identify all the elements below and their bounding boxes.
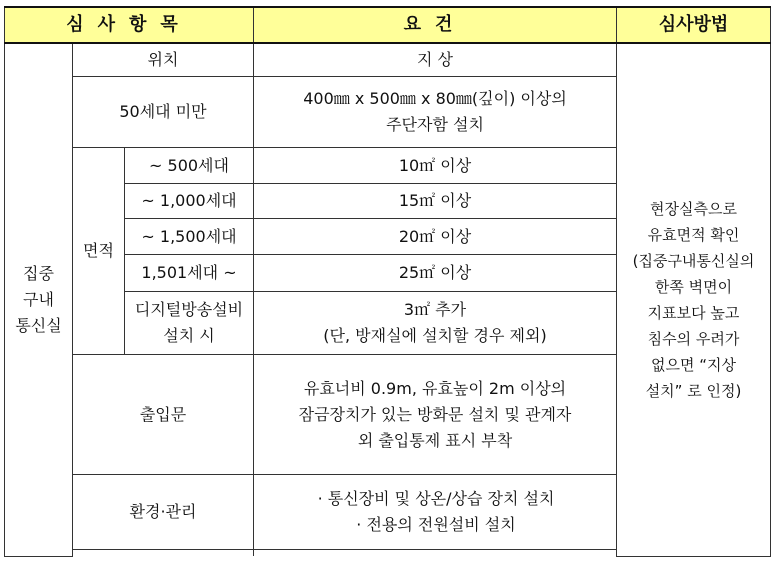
door-label: 출입문: [73, 355, 254, 475]
environment-bullet: · 통신장비 및 상온/상습 장치 설치: [317, 489, 555, 508]
door-line: 외 출입통제 표시 부착: [357, 430, 513, 450]
environment-label: 환경·관리: [73, 475, 254, 550]
area-label: 면적: [73, 148, 125, 355]
group-label: [5, 43, 73, 556]
area-range-label: ~ 500세대: [125, 148, 254, 184]
door-line: 잠금장치가 있는 방화문 설치 및 관계자: [298, 404, 572, 424]
method-cell: [617, 43, 771, 556]
method-line: 유효면적 확인: [647, 225, 740, 244]
door-line: 유효너비 0.9m, 유효높이 2m 이상의: [303, 378, 567, 398]
method-line: 지표보다 높고: [647, 303, 740, 322]
digital-broadcast-line: (단, 방재실에 설치할 경우 제외): [323, 326, 547, 345]
digital-broadcast-label: [125, 292, 254, 355]
continuation-cell: [254, 550, 617, 557]
method-line: 한쪽 벽면이: [654, 277, 733, 296]
under50-line: 주단자함 설치: [386, 115, 484, 134]
under50-line: 400㎜ x 500㎜ x 80㎜(깊이) 이상의: [303, 89, 567, 108]
environment-requirement: [254, 475, 617, 550]
digital-broadcast-requirement: [254, 292, 617, 355]
location-label: 위치: [73, 43, 254, 77]
method-line: 현장실측으로: [650, 199, 737, 218]
digital-broadcast-line: 3㎡ 추가: [403, 300, 467, 319]
method-line: 설치” 로 인정): [645, 381, 742, 400]
area-requirement: 15㎡ 이상: [254, 184, 617, 219]
continuation-cell: [73, 550, 254, 557]
area-requirement: 25㎡ 이상: [254, 255, 617, 292]
digital-broadcast-label-line: 디지털방송설비: [134, 300, 244, 319]
environment-bullet: · 전용의 전원설비 설치: [356, 515, 516, 534]
method-line: 없으면 “지상: [651, 355, 736, 374]
table-row-location: [5, 43, 771, 77]
header-item: 심사항목: [5, 7, 254, 43]
area-range-label: 1,501세대 ~: [125, 255, 254, 292]
area-requirement: 20㎡ 이상: [254, 219, 617, 255]
requirements-table: [4, 6, 771, 557]
area-requirement: 10㎡ 이상: [254, 148, 617, 184]
area-range-label: ~ 1,000세대: [125, 184, 254, 219]
group-label-line: 집중: [23, 263, 54, 283]
header-requirement: 요건: [254, 7, 617, 43]
header-method: 심사방법: [617, 7, 771, 43]
door-requirement: [254, 355, 617, 475]
location-requirement: 지 상: [254, 43, 617, 77]
header-row: [5, 7, 771, 43]
under50-label: 50세대 미만: [73, 77, 254, 148]
method-line: 침수의 우려가: [647, 329, 740, 348]
group-label-line: 구내: [23, 289, 54, 309]
group-label-line: 통신실: [15, 315, 62, 335]
method-line: (집중구내통신실의: [632, 251, 755, 270]
digital-broadcast-label-line: 설치 시: [163, 326, 215, 345]
area-range-label: ~ 1,500세대: [125, 219, 254, 255]
under50-requirement: [254, 77, 617, 148]
